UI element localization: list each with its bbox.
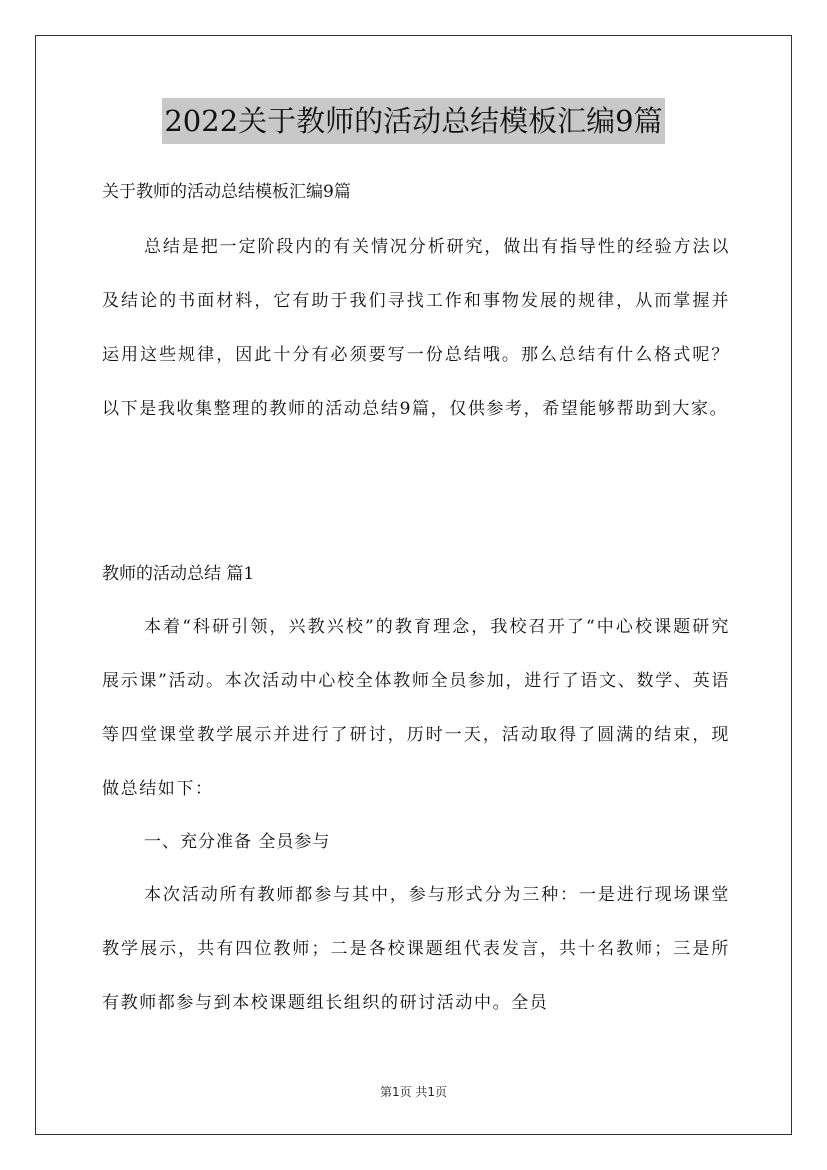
page-number-footer: 第1页 共1页: [379, 1085, 448, 1099]
section-paragraph-2: 本次活动所有教师都参与其中，参与形式分为三种：一是进行现场课堂教学展示，共有四位教师；二是各校课题组代表发言，共十名教师；三是所有教师都参与到本校课题组长组织的研讨活动中。全员: [102, 885, 730, 1013]
section-heading: 教师的活动总结 篇1: [102, 564, 255, 584]
title-wrap: [0, 98, 827, 144]
section-subheading: 一、充分准备 全员参与: [144, 832, 331, 852]
intro-paragraph: 总结是把一定阶段内的有关情况分析研究，做出有指导性的经验方法以及结论的书面材料，它有助于我们寻找工作和事物发展的规律，从而掌握并运用这些规律，因此十分有必须要写一份总结哦。那么总结有什么格式呢？以下是我收集整理的教师的活动总结9篇，仅供参考，希望能够帮助到大家。: [102, 237, 730, 419]
document-title: 2022关于教师的活动总结模板汇编9篇: [162, 98, 664, 144]
document-subtitle: 关于教师的活动总结模板汇编9篇: [102, 182, 351, 202]
section-paragraph: 本着“科研引领，兴教兴校”的教育理念，我校召开了“中心校课题研究展示课”活动。本次活动中心校全体教师全员参加，进行了语文、数学、英语等四堂课堂教学展示并进行了研讨，历时一天，活动取得了圆满的结束，现做总结如下：: [102, 617, 730, 799]
